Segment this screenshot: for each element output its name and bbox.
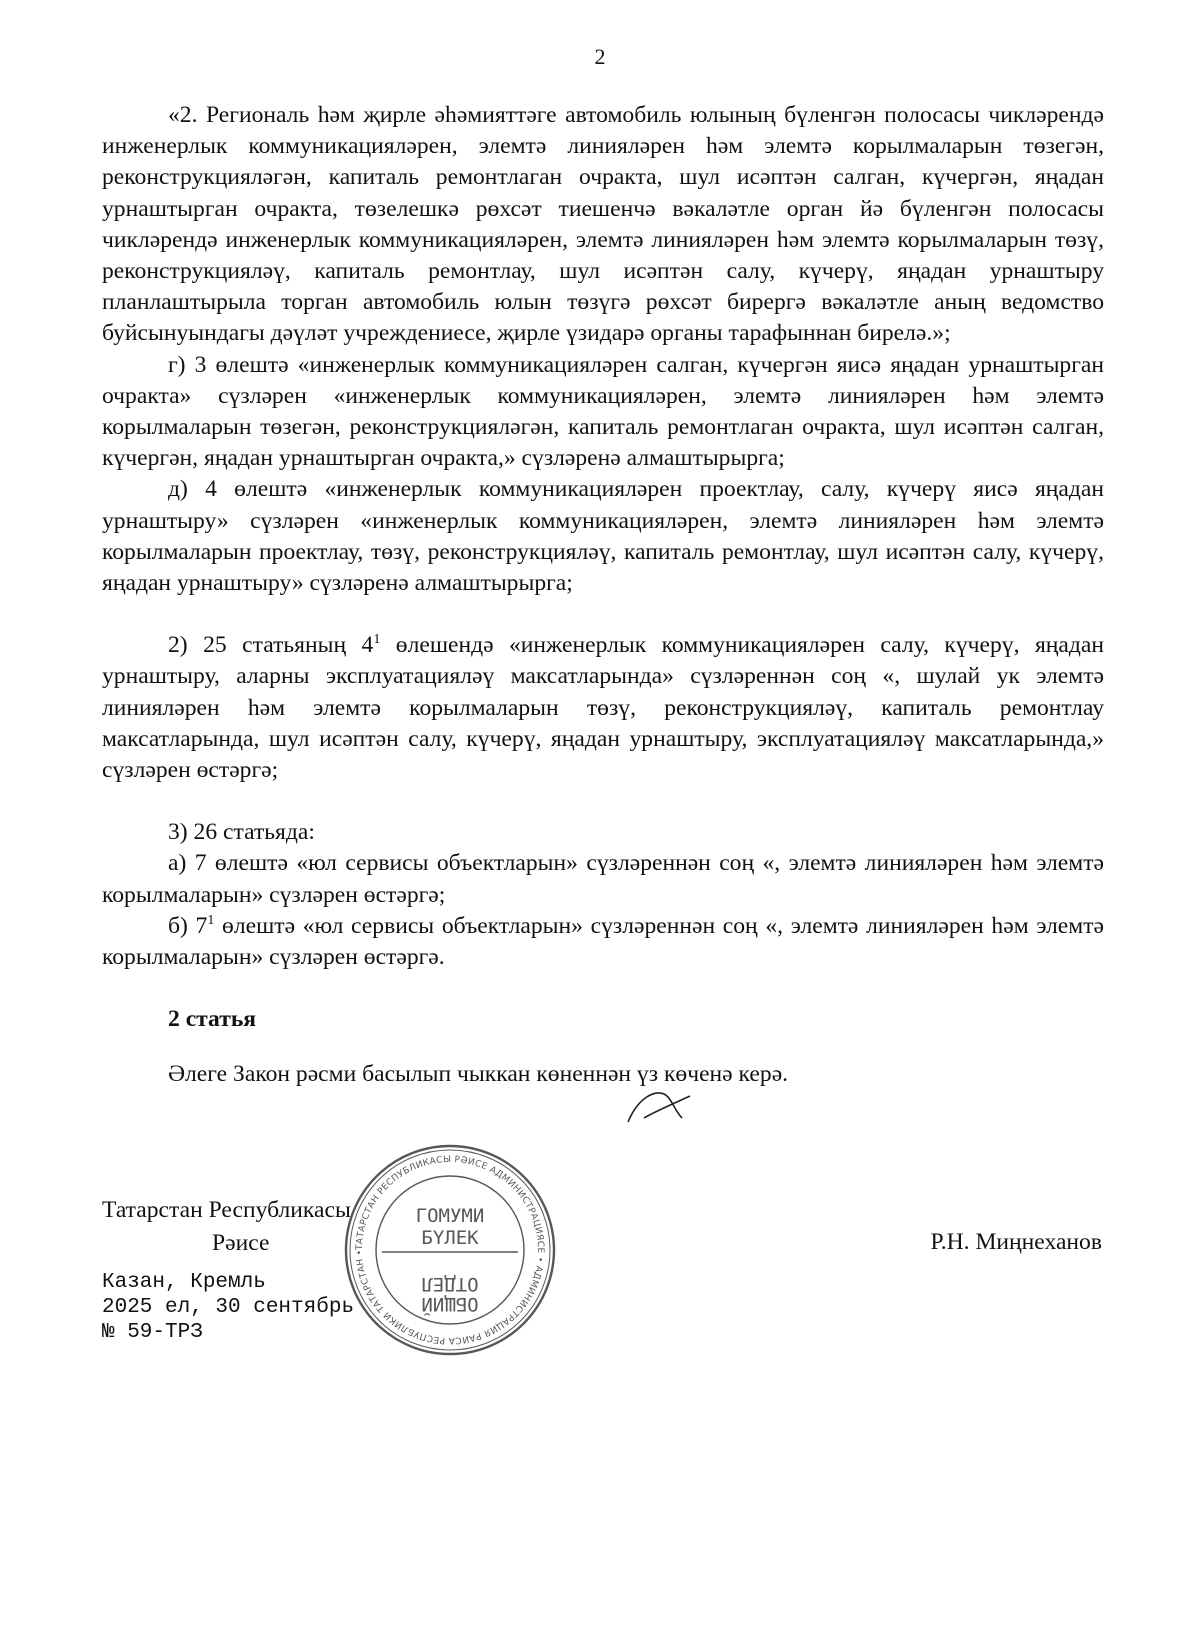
document-body [102,100,1104,1091]
registry-place: Казан, Кремль [102,1271,266,1294]
paragraph-item-3-intro: 3) 26 статьяда: [168,819,315,846]
paragraph-item-3a: а) 7 өлештә «юл сервисы объектларын» сүзләреннән соң «, элемтә линияләрен һәм элемтә корылмаларын» сүзләрен өстәргә; [102,850,1104,908]
registry-date: 2025 ел, 30 сентябрь [102,1296,355,1319]
spacer [102,1035,1104,1059]
stamp-line-1: ГОМУМИ [415,1205,485,1227]
signature-position-line1: Татарстан Республикасы [102,1197,351,1223]
item-2-start: 2) 25 статьяның 4 [168,632,374,659]
paragraph-item-2 [102,630,1104,786]
stamp-line-2: БҮЛЕК [421,1227,479,1249]
paragraph-quoted-part-2: «2. Региональ һәм җирле әһәмияттәге автомобиль юлының бүленгән полосасы чикләрендә инженерлык коммуникацияләрен, элемтә линияләрен һәм элемтә корылмаларын төзегән, реконструкцияләгән, капиталь ремонтлаган очракта, шул исәптән салган, күчергән, яңадан урнаштырган очракта, төзелешкә рөхсәт тиешенчә вәкаләтле орган йә бүленгән полосасы чикләрендә инженерлык коммуникацияләрен, элемтә линияләрен һәм элемтә корылмаларын төзү, реконструкцияләү, капиталь ремонтлау, шул исәптән салу, күчерү, яңадан урнаштыру планлаштырыла торган автомобиль юлын төзүгә рөхсәт бирергә вәкаләтле аның ведомство буйсынуындагы дәүләт учреждениесе, җирле үзидарә органы тарафыннан бирелә.»; [102,102,1104,347]
item-3b-superscript: 1 [207,913,215,929]
paragraph-item-3b [102,911,1104,973]
paragraph-item-g: г) 3 өлештә «инженерлык коммуникацияләрен салган, күчергән яисә яңадан урнаштырган очракта» сүзләрен «инженерлык коммуникацияләрен, элемтә линияләрен һәм элемтә корылмаларын төзегән, реконструкцияләгән, капиталь ремонтлаган очракта, шул исәптән салган, күчергән, яңадан урнаштырган очракта,» сүзләренә алмаштырырга; [102,351,1104,472]
official-stamp [340,1140,560,1360]
item-2-rest: өлешендә «инженерлык коммуникацияләрен салу, күчерү, яңадан урнаштыру, аларны эксплуатацияләү максатларында» сүзләреннән соң «, шулай ук элемтә линияләрен һәм элемтә корылмаларын төзү, реконструкцияләү, капиталь ремонтлау максатларында, шул исәптән салу, күчерү, яңадан урнаштыру, эксплуатацияләү максатларында,» сүзләрен өстәргә; [102,632,1104,784]
spacer [102,973,1104,1004]
item-3b-rest: өлештә «юл сервисы объектларын» сүзләреннән соң «, элемтә линияләрен һәм элемтә корылмаларын» сүзләрен өстәргә. [102,912,1104,971]
article-2-heading: 2 статья [168,1006,257,1033]
signatory-name: Р.Н. Миңнеханов [930,1229,1102,1255]
item-3b-start: б) 7 [168,912,208,939]
spacer [102,599,1104,630]
page-number: 2 [594,44,606,69]
stamp-line-3: ОТДЕЛ [421,1273,479,1295]
paragraph-item-d: д) 4 өлештә «инженерлык коммуникацияләрен проектлау, салу, күчерү яисә яңадан урнаштыру» сүзләрен «инженерлык коммуникацияләрен, элемтә линияләрен һәм элемтә корылмаларын проектлау, төзү, реконструкцияләү, капиталь ремонтлау, шул исәптән салу, күчерү, яңадан урнаштыру» сүзләренә алмаштырырга; [102,476,1104,597]
stamp-ring-text: ТАТАРСТАН РЕСПУБЛИКАСЫ РӘИСЕ АДМИНИСТРАЦИЯСЕ • АДМИНИСТРАЦИЯ РАИСА РЕСПУБЛИКИ ТАТАРСТАН • [354,1154,546,1346]
handwritten-mark [624,1088,694,1128]
svg-text:ТАТАРСТАН РЕСПУБЛИКАСЫ РӘИСЕ А [355,1155,545,1345]
signature-position-line2: Рәисе [212,1230,270,1256]
stamp-line-4: ОБЩИЙ [421,1293,479,1315]
signature-position [102,1194,351,1260]
article-2-text: Әлеге Закон рәсми басылып чыккан көненнән үз көченә керә. [168,1061,789,1088]
registry-number: № 59-ТРЗ [102,1321,203,1344]
spacer [102,786,1104,817]
registry-block [102,1270,354,1345]
item-2-superscript: 1 [373,632,381,648]
